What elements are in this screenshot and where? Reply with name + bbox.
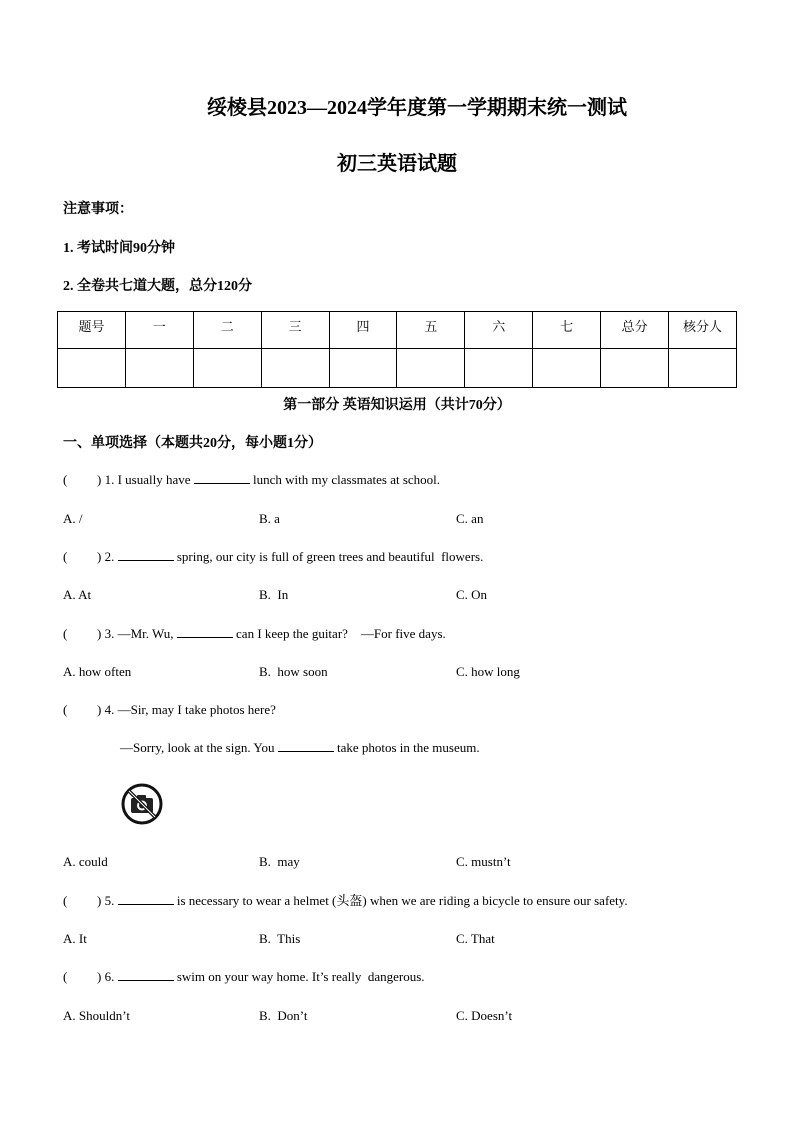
options-6 [63,1007,743,1025]
score-entry-cell [533,349,601,388]
score-header-cell: 四 [329,312,397,349]
score-header-cell: 二 [193,312,261,349]
answer-paren-open: ( [63,969,68,984]
question-text: —Sir, may I take photos here? [114,702,276,717]
score-header-cell: 五 [397,312,465,349]
option-a: A. how often [63,664,132,679]
note-item-1: 1. 考试时间90分钟 [63,241,175,256]
score-header-cell: 三 [261,312,329,349]
answer-blank [194,471,250,484]
option-c: C. mustn’t [456,854,511,869]
option-b: B. how soon [259,664,328,679]
option-b: B. In [259,587,289,602]
option-a: A. Shouldn’t [63,1008,130,1023]
question-text: —Mr. Wu, [114,626,177,641]
answer-paren-close: ) [97,702,102,717]
question-text: I usually have [114,472,194,487]
option-b: B. may [259,854,300,869]
score-header-cell: 总分 [601,312,669,349]
answer-blank [118,968,174,981]
part-heading: 第一部分 英语知识运用（共计70分） [283,398,511,413]
score-header-cell: 一 [125,312,193,349]
question-text: is necessary to wear a helmet (头盔) when we are riding a bicycle to ensure our safety. [173,893,628,908]
score-table [57,311,737,388]
score-header-cell: 六 [465,312,533,349]
options-1 [63,510,743,528]
question-text: swim on your way home. It’s really dangerous. [173,969,425,984]
answer-paren-close: ) [97,626,102,641]
answer-paren-open: ( [63,549,68,564]
question-4 [63,701,276,719]
score-entry-cell [329,349,397,388]
option-c: C. Doesn’t [456,1008,513,1023]
score-entry-cell [397,349,465,388]
score-entry-cell [601,349,669,388]
question-number: 6. [104,969,115,984]
answer-paren-open: ( [63,702,68,717]
question-text: spring, our city is full of green trees and beautiful flowers. [173,549,484,564]
score-header-cell: 七 [533,312,601,349]
score-entry-cell [193,349,261,388]
answer-blank [177,625,233,638]
question-1 [63,471,440,489]
answer-paren-close: ) [97,549,102,564]
question-text: —Sorry, look at the sign. You [120,740,278,755]
option-a: A. could [63,854,108,869]
question-number: 4. [104,702,115,717]
question-number: 3. [104,626,115,641]
answer-paren-close: ) [97,893,102,908]
option-c: C. On [456,587,488,602]
question-3 [63,625,446,643]
option-c: C. an [456,511,484,526]
score-entry-cell [669,349,737,388]
question-6 [63,968,425,986]
options-5 [63,930,743,948]
question-text: can I keep the guitar? —For five days. [232,626,446,641]
question-4-reply [120,739,480,757]
question-number: 2. [104,549,115,564]
question-5 [63,892,628,910]
no-photography-sign-icon [120,782,164,826]
question-number: 1. [104,472,115,487]
question-text: lunch with my classmates at school. [249,472,441,487]
answer-blank [118,548,174,561]
option-c: C. how long [456,664,520,679]
answer-paren-close: ) [97,472,102,487]
score-table-entry-row [58,349,737,388]
option-b: B. a [259,511,280,526]
score-table-header-row [58,312,737,349]
option-c: C. That [456,931,495,946]
score-entry-cell [261,349,329,388]
exam-subtitle: 初三英语试题 [337,153,457,175]
options-2 [63,586,743,604]
section-heading: 一、单项选择（本题共20分，每小题1分） [63,436,322,451]
score-entry-cell [465,349,533,388]
score-entry-cell [125,349,193,388]
answer-paren-open: ( [63,626,68,641]
answer-paren-open: ( [63,893,68,908]
options-4 [63,853,743,871]
note-item-2: 2. 全卷共七道大题，总分120分 [63,279,252,294]
answer-paren-open: ( [63,472,68,487]
notes-heading: 注意事项： [63,202,133,217]
answer-paren-close: ) [97,969,102,984]
exam-title: 绥棱县2023—2024学年度第一学期期末统一测试 [207,97,627,119]
option-b: B. Don’t [259,1008,308,1023]
question-text: take photos in the museum. [333,740,480,755]
option-a: A. / [63,511,83,526]
option-b: B. This [259,931,301,946]
question-number: 5. [104,893,115,908]
option-a: A. At [63,587,92,602]
answer-blank [118,892,174,905]
score-header-cell: 题号 [58,312,126,349]
answer-blank [278,739,334,752]
score-header-cell: 核分人 [669,312,737,349]
score-entry-cell [58,349,126,388]
options-3 [63,663,743,681]
question-2 [63,548,483,566]
option-a: A. It [63,931,87,946]
